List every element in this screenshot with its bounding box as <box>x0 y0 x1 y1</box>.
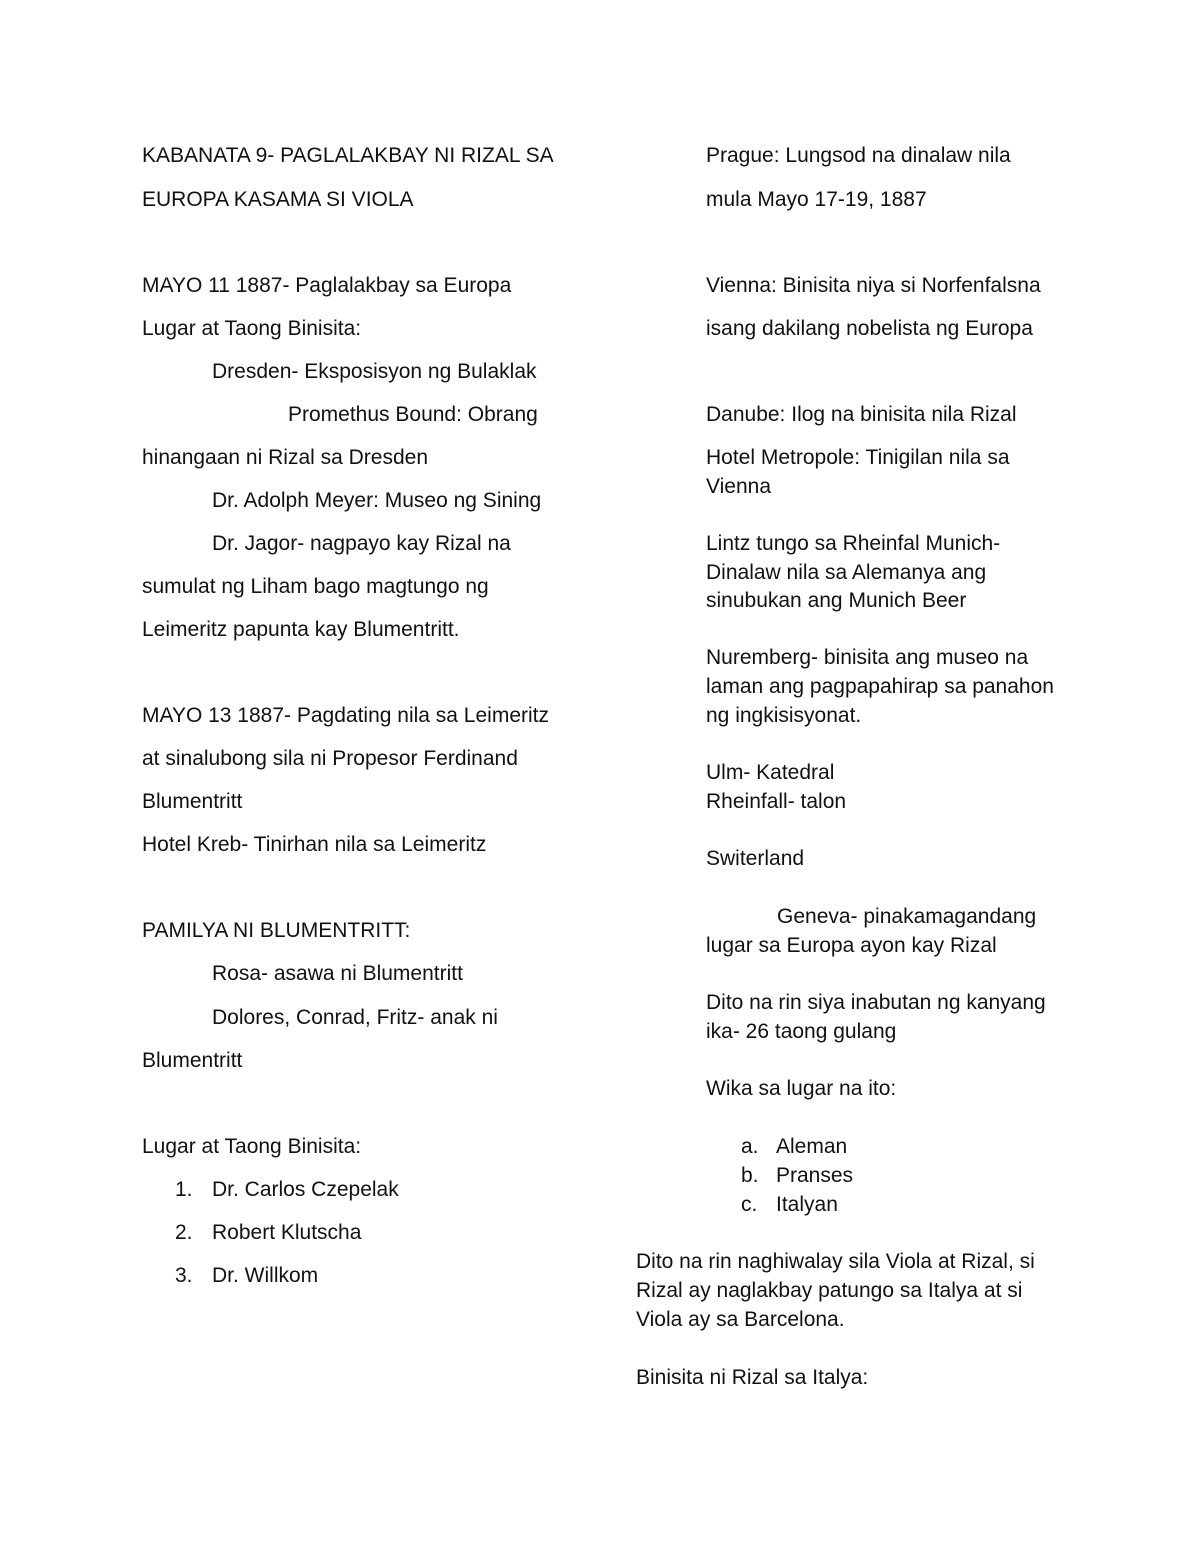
list-item-text: Italyan <box>776 1193 838 1216</box>
meyer-entry: Dr. Adolph Meyer: Museo ng Sining <box>212 489 542 512</box>
jagor-entry-cont-1: sumulat ng Liham bago magtungo ng <box>142 575 489 598</box>
hotel-kreb-entry: Hotel Kreb- Tinirhan nila sa Leimeritz <box>142 833 487 856</box>
prague-entry-cont: mula Mayo 17-19, 1887 <box>706 188 927 211</box>
danube-entry: Danube: Ilog na binisita nila Rizal <box>706 403 1017 426</box>
separation-paragraph-cont-2: Viola ay sa Barcelona. <box>636 1308 845 1331</box>
list-number: 1. <box>175 1178 193 1201</box>
hotel-metropole-entry: Hotel Metropole: Tinigilan nila sa <box>706 446 1010 469</box>
vienna-entry: Vienna: Binisita niya si Norfenfalsna <box>706 274 1041 297</box>
geneva-entry-cont: lugar sa Europa ayon kay Rizal <box>706 934 997 957</box>
rheinfall-entry: Rheinfall- talon <box>706 790 847 813</box>
prague-entry: Prague: Lungsod na dinalaw nila <box>706 144 1011 167</box>
nuremberg-entry-cont-1: laman ang pagpapahirap sa panahon <box>706 675 1054 698</box>
lintz-entry: Lintz tungo sa Rheinfal Munich- <box>706 532 1001 555</box>
list-item-text: Aleman <box>776 1135 848 1158</box>
lintz-entry-cont-2: sinubukan ang Munich Beer <box>706 589 967 612</box>
ulm-entry: Ulm- Katedral <box>706 761 835 784</box>
places-visited-label-2: Lugar at Taong Binisita: <box>142 1135 362 1158</box>
promethus-entry: Promethus Bound: Obrang <box>288 403 538 426</box>
lintz-entry-cont-1: Dinalaw nila sa Alemanya ang <box>706 561 987 584</box>
vienna-entry-cont: isang dakilang nobelista ng Europa <box>706 317 1033 340</box>
list-letter: b. <box>741 1164 759 1187</box>
may-13-heading: MAYO 13 1887- Pagdating nila sa Leimeritz <box>142 704 549 727</box>
list-letter: a. <box>741 1135 759 1158</box>
list-item-text: Dr. Carlos Czepelak <box>212 1178 399 1201</box>
chapter-title-line-1: KABANATA 9- PAGLALAKBAY NI RIZAL SA <box>142 144 554 167</box>
places-visited-label: Lugar at Taong Binisita: <box>142 317 362 340</box>
jagor-entry-cont-2: Leimeritz papunta kay Blumentritt. <box>142 618 460 641</box>
separation-paragraph: Dito na rin naghiwalay sila Viola at Rizal, si <box>636 1250 1035 1273</box>
list-number: 3. <box>175 1264 193 1287</box>
promethus-entry-cont: hinangaan ni Rizal sa Dresden <box>142 446 429 469</box>
list-item-text: Pranses <box>776 1164 854 1187</box>
nuremberg-entry-cont-2: ng ingkisisyonat. <box>706 704 862 727</box>
nuremberg-entry: Nuremberg- binisita ang museo na <box>706 646 1029 669</box>
children-entry-cont: Blumentritt <box>142 1049 243 1072</box>
may-11-heading: MAYO 11 1887- Paglalakbay sa Europa <box>142 274 512 297</box>
geneva-entry: Geneva- pinakamagandang <box>777 905 1037 928</box>
switerland-heading: Switerland <box>706 847 805 870</box>
jagor-entry: Dr. Jagor- nagpayo kay Rizal na <box>212 532 511 555</box>
birthday-entry: Dito na rin siya inabutan ng kanyang <box>706 991 1046 1014</box>
birthday-entry-cont: ika- 26 taong gulang <box>706 1020 897 1043</box>
separation-paragraph-cont-1: Rizal ay naglakbay patungo sa Italya at si <box>636 1279 1023 1302</box>
italy-heading: Binisita ni Rizal sa Italya: <box>636 1366 869 1389</box>
chapter-title-line-2: EUROPA KASAMA SI VIOLA <box>142 188 414 211</box>
list-number: 2. <box>175 1221 193 1244</box>
list-item-text: Dr. Willkom <box>212 1264 319 1287</box>
may-13-cont-2: Blumentritt <box>142 790 243 813</box>
hotel-metropole-entry-cont: Vienna <box>706 475 772 498</box>
family-heading: PAMILYA NI BLUMENTRITT: <box>142 919 411 942</box>
children-entry: Dolores, Conrad, Fritz- anak ni <box>212 1006 498 1029</box>
rosa-entry: Rosa- asawa ni Blumentritt <box>212 962 463 985</box>
list-item-text: Robert Klutscha <box>212 1221 362 1244</box>
dresden-entry: Dresden- Eksposisyon ng Bulaklak <box>212 360 537 383</box>
list-letter: c. <box>741 1193 758 1216</box>
language-heading: Wika sa lugar na ito: <box>706 1077 897 1100</box>
may-13-cont-1: at sinalubong sila ni Propesor Ferdinand <box>142 747 518 770</box>
